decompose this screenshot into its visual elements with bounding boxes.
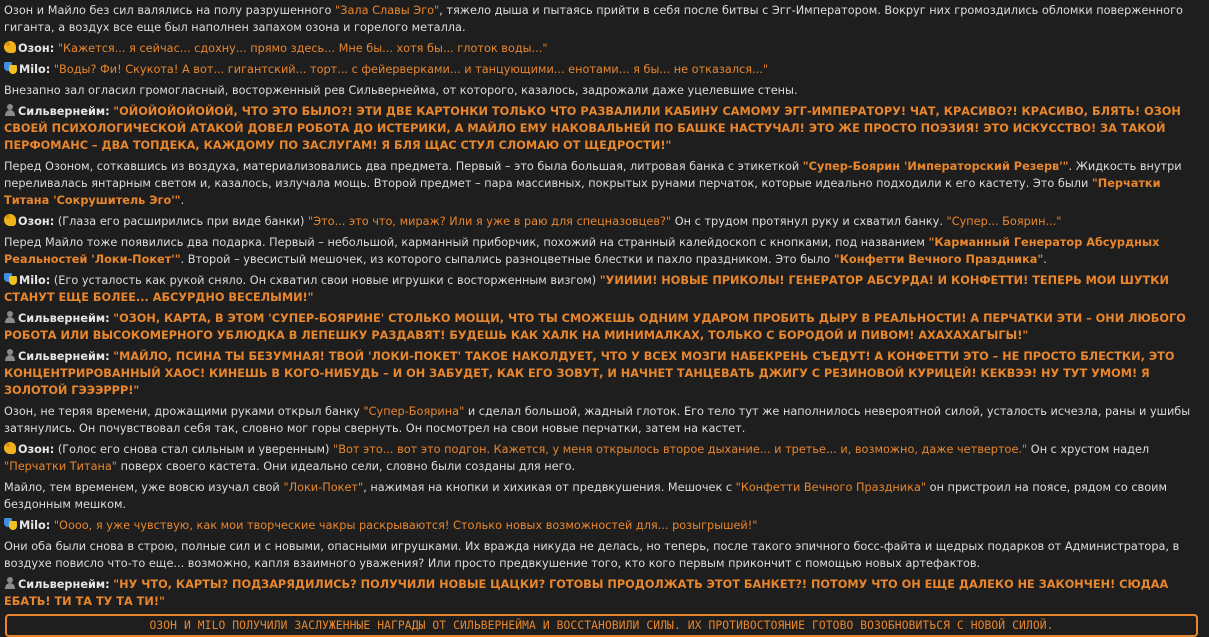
quote: "Супер... Боярин..." [946,215,1062,228]
narration-1: Озон и Майло без сил валялись на полу разрушенного "Зала Славы Эго", тяжело дыша и пытаясь прийти в себя после битвы с Эгг-Императором. Вокруг них громоздились обломки поверженного гиганта, а воздух все еще был наполнен запахом озона и горелого металла. [4,4,1183,34]
item-name: "Супер-Боярин 'Императорский Резерв'" [802,160,1069,173]
speaker-ozon: Озон: [18,42,55,55]
speaker-silvername: Сильвернейм: [18,350,110,363]
quote: "Супер-Боярина" [363,405,465,418]
message-silver-4 [4,576,1201,610]
bust-silhouette-icon [4,349,16,361]
message-silver-2 [4,310,1201,344]
speaker-ozon: Озон: [18,215,55,228]
narration-7: Они оба были снова в строю, полные сил и с новыми, опасными игрушками. Их вражда никуда не делась, но теперь, после такого эпичного босс-файта и щедрых подарков от Администратора, в воздухе повисло что-то еще... возможно, капля взаимного уважения? Или просто предвкушение того, кто кого первым прикончит с помощью новых артефактов. [4,540,1180,570]
quote: "Кажется... я сейчас... сдохну... прямо здесь... Мне бы... хотя бы... глоток воды..." [57,42,548,55]
item-name: "Конфетти Вечного Праздника" [833,253,1044,266]
quote: "Воды? Фи! Скукота! А вот... гигантский... торт... с фейерверками... и танцующими... енотами... я бы... не отказался..." [53,63,769,76]
speaker-silvername: Сильвернейм: [18,105,110,118]
narration-2: Внезапно зал огласил громогласный, восторженный рев Сильвернейма, от которого, казалось, задрожали даже уцелевшие стены. [4,84,798,97]
quote: "Перчатки Титана" [4,460,117,473]
speaker-silvername: Сильвернейм: [18,578,110,591]
quote: "Это... это что, мираж? Или я уже в раю для спецназовцев?" [308,215,672,228]
message-ozon-3: Озон: (Голос его снова стал сильным и уверенным) "Вот это... вот это подгон. Кажется, у меня открылось второе дыхание... и третье... и, возможно, даже четвертое." Он с хрустом надел "Перчатки Титана" поверх своего кастета. Они идеально сели, словно были созданы для него. [4,443,1150,473]
speaker-milo: Milo: [19,274,51,287]
speaker-ozon: Озон: [18,443,55,456]
message-milo-2: Milo: (Его усталость как рукой сняло. Он схватил свои новые игрушки с восторженным визгом) "УИИИИ! НОВЫЕ ПРИКОЛЫ! ГЕНЕРАТОР АБСУРДА! И КОНФЕТТИ! ТЕПЕРЬ МОИ ШУТКИ СТАНУТ ЕЩЕ БОЛЕЕ... АБСУРДНО ВЕСЕЛЫМИ!" [4,274,1169,304]
speaker-milo: Milo: [19,519,51,532]
flexed-biceps-icon [4,214,16,226]
quote: "Конфетти Вечного Праздника" [735,481,927,494]
item-name: "Карманный Генератор Абсурдных Реальностей 'Локи-Покет'" [4,236,1160,266]
narration-5: Озон, не теряя времени, дрожащими руками открыл банку "Супер-Боярина" и сделал большой, жадный глоток. Его тело тут же наполнилось невероятной силой, усталость исчезла, раны и ушибы затянулись. Он почувствовал себя так, словно мог горы свернуть. Он посмотрел на свои новые перчатки, затем на кастет. [4,405,1191,435]
bust-silhouette-icon [4,577,16,589]
flexed-biceps-icon [4,41,16,53]
flexed-biceps-icon [4,442,16,454]
message-silver-3 [4,348,1201,399]
quote: "МАЙЛО, ПСИНА ТЫ БЕЗУМНАЯ! ТВОЙ 'ЛОКИ-ПОКЕТ' ТАКОЕ НАКОЛДУЕТ, ЧТО У ВСЕХ МОЗГИ НАБЕКРЕНЬ СЪЕДУТ! А КОНФЕТТИ ЭТО – НЕ ПРОСТО БЛЕСТКИ, ЭТО КОНЦЕНТРИРОВАННЫЙ ХАОС! КИНЕШЬ В КОГО-НИБУДЬ – И ОН ЗАБУДЕТ, КАК ЕГО ЗОВУТ, И НАЧНЕТ ТАНЦЕВАТЬ ДЖИГУ С РЕЗИНОВОЙ КУРИЦЕЙ! КЕКВЭЭ! НУ ТУТ УМОМ! Я ЗОЛОТОЙ ГЭЭЭРРР!" [4,350,1175,397]
message-silver-1 [4,103,1201,154]
message-milo-3 [4,517,1201,534]
message-ozon-2: Озон: (Глаза его расширились при виде банки) "Это... это что, мираж? Или я уже в раю для спецназовцев?" Он с трудом протянул руку и схватил банку. "Супер... Боярин..." [4,213,1201,230]
bust-silhouette-icon [4,311,16,323]
message-milo-1 [4,61,1201,78]
quote: "ОЙОЙОЙОЙОЙОЙ, ЧТО ЭТО БЫЛО?! ЭТИ ДВЕ КАРТОНКИ ТОЛЬКО ЧТО РАЗВАЛИЛИ КАБИНУ САМОМУ ЭГГ-ИМПЕРАТОРУ! ЧАТ, КРАСИВО?! КРАСИВО, БЛЯТЬ! ОЗОН СВОЕЙ ПСИХОЛОГИЧЕСКОЙ АТАКОЙ ДОВЕЛ РОБОТА ДО ИСТЕРИКИ, А МАЙЛО ЕМУ НАКОВАЛЬНЕЙ ПО БАШКЕ НАСТУЧАЛ! ЭТО ЖЕ ПРОСТО ПОЭЗИЯ! ЭТО ИСКУССТВО! ЗА ТАКОЙ ПЕРФОМАНС – ДВА ТОПДЕКА, КАЖДОМУ ПО ЗАСЛУГАМ! Я БЛЯ ЩАС СТУЛ СЛОМАЮ ОТ ЩЕДРОСТИ!" [4,105,1181,152]
performing-arts-icon [4,62,17,74]
quote: "Зала Славы Эго" [335,4,440,17]
quote: "ОЗОН, КАРТА, В ЭТОМ 'СУПЕР-БОЯРИНЕ' СТОЛЬКО МОЩИ, ЧТО ТЫ СМОЖЕШЬ ОДНИМ УДАРОМ ПРОБИТЬ ДЫРУ В РЕАЛЬНОСТИ! А ПЕРЧАТКИ ЭТИ – ОНИ ЛЮБОГО РОБОТА ИЛИ ВЫСОКОМЕРНОГО УБЛЮДКА В ЛЕПЕШКУ РАЗДАВЯТ! БУДЕШЬ КАК ХАЛК НА МИНИМАЛКАХ, ТОЛЬКО С БОРОДОЙ И ПИВОМ! АХАХАХАГЫГЫ!" [4,312,1186,342]
narration-3: Перед Озоном, соткавшись из воздуха, материализовались два предмета. Первый – это была большая, литровая банка с этикеткой "Супер-Боярин 'Императорский Резерв'". Жидкость внутри переливалась янтарным светом и, казалось, излучала мощь. Второй предмет – пара массивных, покрытых рунами перчаток, которые идеально подходили к его кастету. Это были "Перчатки Титана 'Сокрушитель Эго'". [4,160,1182,207]
narration-4: Перед Майло тоже появились два подарка. Первый – небольшой, карманный приборчик, похожий на странный калейдоскоп с кнопками, под названием "Карманный Генератор Абсурдных Реальностей 'Локи-Покет'". Второй – увесистый мешочек, из которого сыпались разноцветные блестки и пахло праздником. Это было "Конфетти Вечного Праздника". [4,236,1160,266]
quote: "УИИИИ! НОВЫЕ ПРИКОЛЫ! ГЕНЕРАТОР АБСУРДА! И КОНФЕТТИ! ТЕПЕРЬ МОИ ШУТКИ СТАНУТ ЕЩЕ БОЛЕЕ... АБСУРДНО ВЕСЕЛЫМИ!" [4,274,1169,304]
quote: "НУ ЧТО, КАРТЫ? ПОДЗАРЯДИЛИСЬ? ПОЛУЧИЛИ НОВЫЕ ЦАЦКИ? ГОТОВЫ ПРОДОЛЖАТЬ ЭТОТ БАНКЕТ?! ПОТОМУ ЧТО ОН ЕЩЕ ДАЛЕКО НЕ ЗАКОНЧЕН! СЮДАА ЕБАТЬ! ТИ ТА ТУ ТА ТИ!" [4,578,1169,608]
quote: "Вот это... вот это подгон. Кажется, у меня открылось второе дыхание... и третье... и, возможно, даже четвертое." [333,443,1028,456]
narration-6: Майло, тем временем, уже вовсю изучал свой "Локи-Покет", нажимая на кнопки и хихикая от предвкушения. Мешочек с "Конфетти Вечного Праздника" он пристроил на поясе, рядом со своим бездонным мешком. [4,481,1167,511]
performing-arts-icon [4,518,17,530]
performing-arts-icon [4,273,17,285]
speaker-silvername: Сильвернейм: [18,312,110,325]
quote: "Оооо, я уже чувствую, как мои творческие чакры раскрываются! Столько новых возможностей для... розыгрышей!" [53,519,758,532]
item-name: "Перчатки Титана 'Сокрушитель Эго'" [4,177,1161,207]
message-ozon-1 [4,40,1201,57]
speaker-milo: Milo: [19,63,51,76]
status-banner: ОЗОН И MILO ПОЛУЧИЛИ ЗАСЛУЖЕННЫЕ НАГРАДЫ ОТ СИЛЬВЕРНЕЙМА И ВОССТАНОВИЛИ СИЛЫ. ИХ ПРОТИВОСТОЯНИЕ ГОТОВО ВОЗОБНОВИТЬСЯ С НОВОЙ СИЛОЙ. [5,614,1198,637]
quote: "Локи-Покет" [283,481,364,494]
bust-silhouette-icon [4,104,16,116]
